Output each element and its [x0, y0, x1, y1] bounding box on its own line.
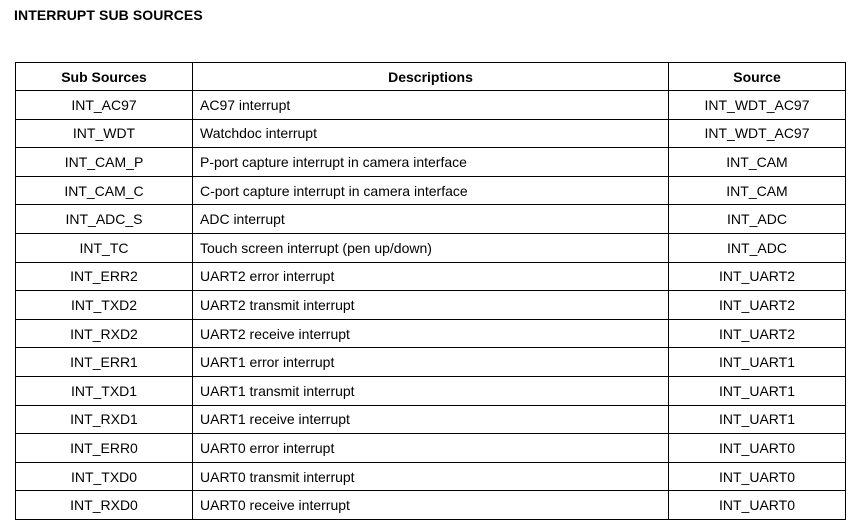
source-cell: INT_WDT_AC97	[669, 119, 846, 148]
description-cell: AC97 interrupt	[193, 91, 669, 120]
table-row	[16, 434, 846, 463]
table-row	[16, 119, 846, 148]
sub-source-cell: INT_ERR0	[16, 434, 193, 463]
source-cell: INT_UART0	[669, 491, 846, 520]
description-cell: UART0 error interrupt	[193, 434, 669, 463]
source-cell: INT_UART0	[669, 462, 846, 491]
table-row	[16, 148, 846, 177]
source-cell: INT_UART2	[669, 319, 846, 348]
source-cell: INT_UART0	[669, 434, 846, 463]
sub-source-cell: INT_RXD0	[16, 491, 193, 520]
sub-source-cell: INT_ADC_S	[16, 205, 193, 234]
description-cell: Touch screen interrupt (pen up/down)	[193, 233, 669, 262]
column-header-sub-sources: Sub Sources	[16, 63, 193, 91]
sub-source-cell: INT_TXD2	[16, 291, 193, 320]
sub-source-cell: INT_TXD0	[16, 462, 193, 491]
description-cell: UART0 transmit interrupt	[193, 462, 669, 491]
description-cell: UART0 receive interrupt	[193, 491, 669, 520]
source-cell: INT_CAM	[669, 176, 846, 205]
description-cell: UART1 error interrupt	[193, 348, 669, 377]
source-cell: INT_ADC	[669, 205, 846, 234]
source-cell: INT_UART2	[669, 262, 846, 291]
table-row	[16, 205, 846, 234]
table-row	[16, 405, 846, 434]
source-cell: INT_UART1	[669, 376, 846, 405]
description-cell: UART2 receive interrupt	[193, 319, 669, 348]
sub-source-cell: INT_CAM_C	[16, 176, 193, 205]
sub-source-cell: INT_AC97	[16, 91, 193, 120]
description-cell: Watchdoc interrupt	[193, 119, 669, 148]
table-row	[16, 262, 846, 291]
table-row	[16, 462, 846, 491]
table-row	[16, 233, 846, 262]
table-row	[16, 491, 846, 520]
source-cell: INT_UART1	[669, 348, 846, 377]
sub-source-cell: INT_CAM_P	[16, 148, 193, 177]
table-row	[16, 348, 846, 377]
description-cell: P-port capture interrupt in camera interface	[193, 148, 669, 177]
sub-source-cell: INT_RXD1	[16, 405, 193, 434]
description-cell: UART2 error interrupt	[193, 262, 669, 291]
source-cell: INT_UART2	[669, 291, 846, 320]
description-cell: ADC interrupt	[193, 205, 669, 234]
sub-source-cell: INT_WDT	[16, 119, 193, 148]
description-cell: UART1 transmit interrupt	[193, 376, 669, 405]
source-cell: INT_CAM	[669, 148, 846, 177]
table-row	[16, 91, 846, 120]
description-cell: UART1 receive interrupt	[193, 405, 669, 434]
source-cell: INT_UART1	[669, 405, 846, 434]
sub-source-cell: INT_TC	[16, 233, 193, 262]
table-header-row	[16, 63, 846, 91]
table-row	[16, 376, 846, 405]
sub-source-cell: INT_RXD2	[16, 319, 193, 348]
table-row	[16, 291, 846, 320]
page-title: INTERRUPT SUB SOURCES	[14, 7, 203, 23]
sub-source-cell: INT_ERR1	[16, 348, 193, 377]
interrupt-sub-sources-table	[15, 62, 846, 520]
sub-source-cell: INT_ERR2	[16, 262, 193, 291]
column-header-descriptions: Descriptions	[193, 63, 669, 91]
source-cell: INT_ADC	[669, 233, 846, 262]
column-header-source: Source	[669, 63, 846, 91]
sub-source-cell: INT_TXD1	[16, 376, 193, 405]
description-cell: UART2 transmit interrupt	[193, 291, 669, 320]
table-row	[16, 176, 846, 205]
source-cell: INT_WDT_AC97	[669, 91, 846, 120]
description-cell: C-port capture interrupt in camera interface	[193, 176, 669, 205]
table-row	[16, 319, 846, 348]
